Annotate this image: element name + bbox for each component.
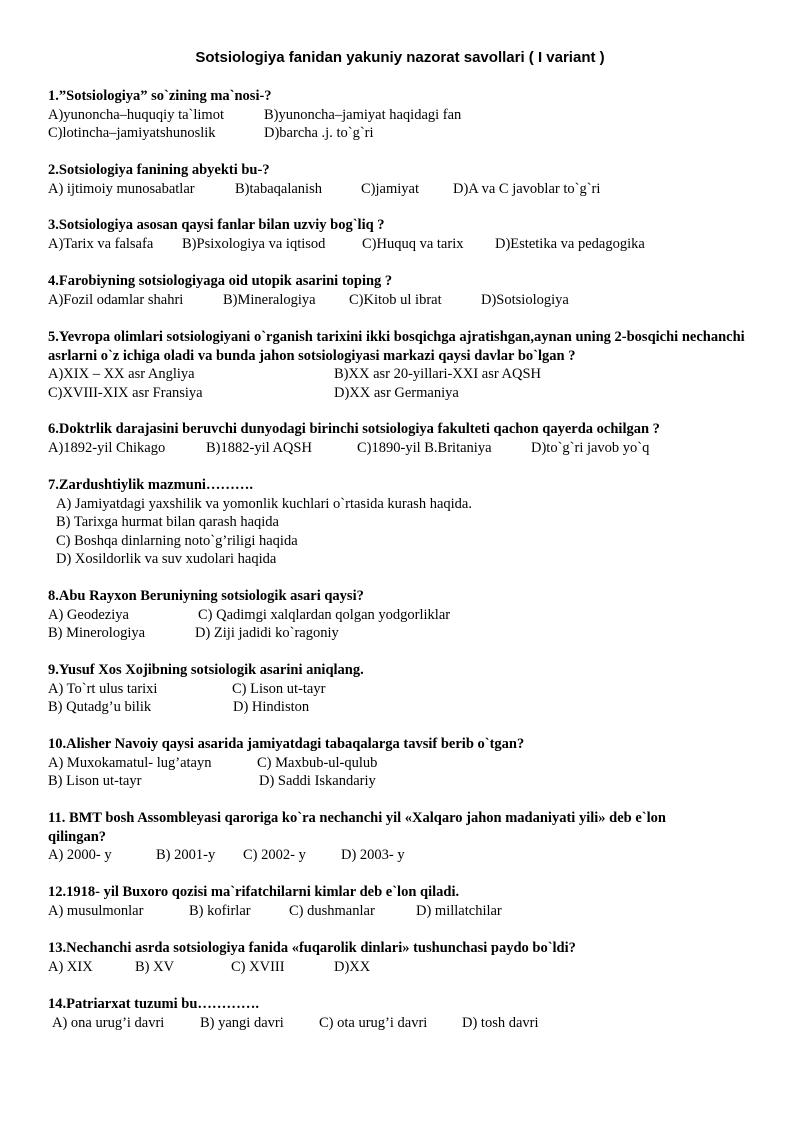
question-text: 11. BMT bosh Assombleyasi qaroriga ko`ra nechanchi yil «Xalqaro jahon madaniyati yili» deb e`lon qilingan? [48, 810, 666, 845]
answer-option: D)XX asr Germaniya [334, 384, 459, 401]
answer-option: A)XIX – XX asr Angliya [48, 366, 195, 383]
answer-row [48, 606, 768, 625]
answer-option: A) musulmonlar [48, 902, 144, 919]
question-3 [48, 216, 768, 253]
answer-option: C) 2002- y [243, 847, 306, 864]
answer-option: A) Muxokamatul- lug’atayn [48, 754, 212, 771]
answer-option: A) 2000- y [48, 847, 112, 864]
answer-option: D) Hindiston [233, 699, 310, 716]
answer-row [48, 106, 768, 125]
answer-option: A) To`rt ulus tarixi [48, 680, 158, 697]
question-7 [48, 476, 768, 569]
answer-option: D) Saddi Iskandariy [259, 773, 376, 790]
question-text: 6.Doktrlik darajasini beruvchi dunyodagi birinchi sotsiologiya fakulteti qachon qayerda ochilgan ? [48, 421, 660, 437]
answer-row [48, 1014, 768, 1033]
answer-option: C)lotincha–jamiyatshunoslik [48, 125, 216, 142]
answer-option: B) 2001-y [156, 847, 216, 864]
question-13 [48, 939, 768, 976]
question-text: 5.Yevropa olimlari sotsiologiyani o`rganish tarixini ikki bosqichga ajratishgan,aynan uning 2-bosqichi nechanchi asrlarni o`z ichiga oladi va bunda jahon sotsiologiyasi markazi qaysi davlar bo`lgan ? [48, 329, 745, 364]
answer-option: A) XIX [48, 958, 93, 975]
question-8 [48, 587, 768, 643]
answer-option: D)Estetika va pedagogika [495, 235, 645, 252]
question-text: 14.Patriarxat tuzumi bu…………. [48, 996, 260, 1012]
answer-option: A)yunoncha–huquqiy ta`limot [48, 106, 224, 123]
answer-option: D)A va C javoblar to`g`ri [453, 180, 601, 197]
answer-option: B) Tarixga hurmat bilan qarash haqida [56, 514, 279, 531]
answer-option: B) Qutadg’u bilik [48, 699, 152, 716]
answer-option: D) Xosildorlik va suv xudolari haqida [56, 551, 277, 568]
question-5 [48, 328, 760, 402]
answer-option: B)tabaqalanish [235, 180, 322, 197]
answer-option: B) XV [135, 958, 175, 975]
answer-option: C) Qadimgi xalqlardan qolgan yodgorliklar [198, 606, 451, 623]
answer-row [48, 365, 760, 384]
answer-option: B)XX asr 20-yillari-XXI asr AQSH [334, 366, 541, 383]
question-text: 13.Nechanchi asrda sotsiologiya fanida «fuqarolik dinlari» tushunchasi paydo bo`ldi? [48, 940, 576, 956]
answer-option: C) Maxbub-ul-qulub [257, 754, 378, 771]
answer-option: A) Geodeziya [48, 606, 129, 623]
answer-option: D)barcha .j. to`g`ri [264, 125, 374, 142]
answer-option: D) Ziji jadidi ko`ragoniy [195, 625, 339, 642]
answer-option: B) kofirlar [189, 902, 251, 919]
question-text: 7.Zardushtiylik mazmuni………. [48, 477, 254, 493]
answer-option: C)Huquq va tarix [362, 235, 464, 252]
answer-option: D)to`g`ri javob yo`q [531, 439, 650, 456]
question-9 [48, 661, 768, 717]
question-text: 8.Abu Rayxon Beruniyning sotsiologik asari qaysi? [48, 588, 364, 604]
answer-option: C)XVIII-XIX asr Fransiya [48, 384, 203, 401]
answer-row [48, 680, 768, 699]
answer-row [48, 624, 768, 643]
question-text: 9.Yusuf Xos Xojibning sotsiologik asarini aniqlang. [48, 662, 364, 678]
answer-option: B) yangi davri [200, 1014, 284, 1031]
answer-option: A)Fozil odamlar shahri [48, 291, 184, 308]
answer-option: B)yunoncha–jamiyat haqidagi fan [264, 106, 462, 123]
answer-option: C) Boshqa dinlarning noto`g’riligi haqida [56, 532, 298, 549]
answer-option: D) millatchilar [416, 902, 502, 919]
answer-row [48, 958, 768, 977]
answer-row [48, 124, 768, 143]
answer-option: C) ota urug’i davri [319, 1014, 428, 1031]
answer-row [48, 235, 768, 254]
question-6 [48, 420, 768, 457]
answer-option: B) Lison ut-tayr [48, 773, 142, 790]
question-11 [48, 809, 708, 865]
answer-option: D) tosh davri [462, 1014, 539, 1031]
answer-option: A) ona urug’i davri [52, 1014, 165, 1031]
answer-option: A) Jamiyatdagi yaxshilik va yomonlik kuchlari o`rtasida kurash haqida. [56, 495, 472, 512]
answer-option: A) ijtimoiy munosabatlar [48, 180, 195, 197]
answer-option: D)XX [334, 958, 371, 975]
answer-row [48, 291, 768, 310]
question-text: 3.Sotsiologiya asosan qaysi fanlar bilan uzviy bog`liq ? [48, 217, 385, 233]
answer-option: D)Sotsiologiya [481, 291, 569, 308]
question-1 [48, 87, 768, 143]
question-text: 1.”Sotsiologiya” so`zining ma`nosi-? [48, 88, 272, 104]
answer-row [48, 698, 768, 717]
question-2 [48, 161, 768, 198]
answer-option: A)Tarix va falsafa [48, 235, 154, 252]
answer-row [48, 384, 760, 403]
answer-option: C) XVIII [231, 958, 285, 975]
answer-row [48, 902, 768, 921]
answer-option: C)Kitob ul ibrat [349, 291, 442, 308]
answer-option: C)jamiyat [361, 180, 419, 197]
answer-option: B) Minerologiya [48, 625, 146, 642]
question-10 [48, 735, 768, 791]
question-12 [48, 883, 768, 920]
answer-option: A)1892-yil Chikago [48, 439, 166, 456]
question-4 [48, 272, 768, 309]
answer-row [48, 754, 768, 773]
answer-option: B)1882-yil AQSH [206, 439, 312, 456]
answer-row [48, 439, 768, 458]
answer-option: C)1890-yil B.Britaniya [357, 439, 492, 456]
question-14 [48, 995, 768, 1032]
answer-option: D) 2003- y [341, 847, 405, 864]
answer-row [48, 180, 768, 199]
page-title: Sotsiologiya fanidan yakuniy nazorat savollari ( I variant ) [195, 49, 605, 66]
answer-option: C) Lison ut-tayr [232, 680, 326, 697]
answer-row [48, 846, 708, 865]
answer-option: C) dushmanlar [289, 902, 375, 919]
question-text: 4.Farobiyning sotsiologiyaga oid utopik asarini toping ? [48, 273, 393, 289]
answer-option: B)Psixologiya va iqtisod [182, 235, 326, 252]
question-text: 10.Alisher Navoiy qaysi asarida jamiyatdagi tabaqalarga tavsif berib o`tgan? [48, 736, 525, 752]
answer-option: B)Mineralogiya [223, 291, 316, 308]
question-text: 2.Sotsiologiya fanining abyekti bu-? [48, 162, 270, 178]
question-text: 12.1918- yil Buxoro qozisi ma`rifatchilarni kimlar deb e`lon qiladi. [48, 884, 460, 900]
answer-row [48, 772, 768, 791]
